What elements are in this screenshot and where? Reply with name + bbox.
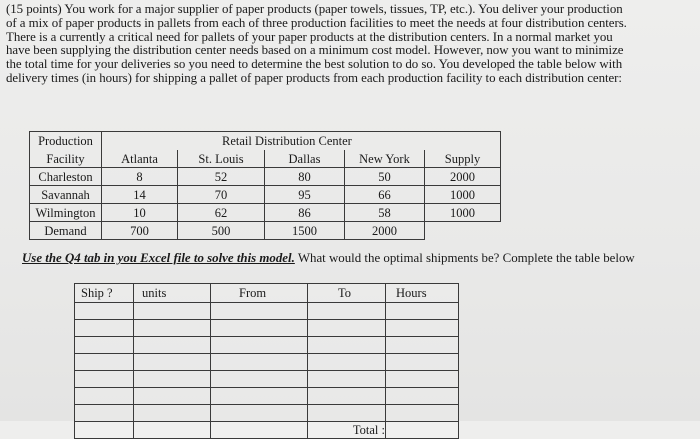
problem-line: the total time for your deliveries so you need to determine the best solution to do so. You developed the table below with [6, 57, 623, 72]
to-cell[interactable] [308, 371, 386, 388]
table-row [30, 132, 501, 150]
table-row [75, 388, 459, 405]
hours-cell[interactable] [386, 405, 459, 422]
units-cell[interactable] [134, 320, 211, 337]
ship-cell[interactable] [75, 337, 134, 354]
units-cell[interactable] [134, 388, 211, 405]
table-row [30, 150, 501, 168]
table-row [30, 204, 501, 222]
demand-cell: 1500 [265, 222, 345, 240]
table-row [75, 284, 459, 303]
table-row [75, 422, 459, 439]
units-cell[interactable] [134, 354, 211, 371]
ship-cell[interactable] [75, 388, 134, 405]
problem-line: (15 points) You work for a major supplier of paper products (paper towels, tissues, TP, etc.). You deliver your production [6, 2, 623, 16]
table-row [30, 222, 501, 240]
table-row [75, 337, 459, 354]
time-cell: 50 [345, 168, 425, 186]
to-cell[interactable] [308, 337, 386, 354]
table-row [75, 405, 459, 422]
facility-header: Production [30, 132, 102, 150]
facility-header: Facility [30, 150, 102, 168]
from-cell[interactable] [211, 303, 308, 320]
time-cell: 95 [265, 186, 345, 204]
center-header: St. Louis [178, 150, 265, 168]
hours-cell[interactable] [386, 303, 459, 320]
facility-name: Savannah [30, 186, 102, 204]
supply-header: Supply [425, 150, 501, 168]
center-header: Dallas [265, 150, 345, 168]
supply-cell: 2000 [425, 168, 501, 186]
ship-cell[interactable] [75, 405, 134, 422]
time-cell: 86 [265, 204, 345, 222]
time-cell: 62 [178, 204, 265, 222]
facility-name: Charleston [30, 168, 102, 186]
time-cell: 66 [345, 186, 425, 204]
ship-cell[interactable] [75, 320, 134, 337]
to-cell[interactable] [308, 405, 386, 422]
from-cell[interactable] [211, 371, 308, 388]
table-row [30, 168, 501, 186]
delivery-times-table [29, 131, 501, 240]
hours-cell[interactable] [386, 371, 459, 388]
problem-line: There is a currently a critical need for pallets of your paper products at the distribution centers. In a normal market you [6, 29, 613, 44]
from-cell[interactable] [211, 354, 308, 371]
problem-line: delivery times (in hours) for shipping a pallet of paper products from each production facility to each distribution center: [6, 70, 622, 85]
ship-cell[interactable] [75, 354, 134, 371]
time-cell: 80 [265, 168, 345, 186]
to-header: To [308, 284, 386, 303]
units-cell[interactable] [134, 337, 211, 354]
time-cell: 10 [102, 204, 178, 222]
to-cell[interactable] [308, 388, 386, 405]
ship-header: Ship ? [75, 284, 134, 303]
units-header: units [134, 284, 211, 303]
table-row [75, 320, 459, 337]
hours-cell[interactable] [386, 388, 459, 405]
group-header: Retail Distribution Center [178, 132, 425, 150]
ship-cell[interactable] [75, 303, 134, 320]
supply-cell: 1000 [425, 186, 501, 204]
total-hours-cell[interactable] [386, 422, 459, 439]
hours-cell[interactable] [386, 320, 459, 337]
hours-cell[interactable] [386, 337, 459, 354]
time-cell: 52 [178, 168, 265, 186]
demand-cell: 500 [178, 222, 265, 240]
to-cell[interactable] [308, 320, 386, 337]
problem-statement [6, 3, 696, 86]
hours-header: Hours [386, 284, 459, 303]
total-label: Total : [308, 422, 386, 439]
from-cell[interactable] [211, 405, 308, 422]
hours-cell[interactable] [386, 354, 459, 371]
problem-line: of a mix of paper products in pallets from each of three production facilities to meet the needs at four distribution centers. [6, 15, 627, 30]
time-cell: 8 [102, 168, 178, 186]
shipment-answer-table [74, 283, 459, 439]
from-cell[interactable] [211, 337, 308, 354]
supply-cell: 1000 [425, 204, 501, 222]
table-row [75, 354, 459, 371]
table-row [30, 186, 501, 204]
demand-label: Demand [30, 222, 102, 240]
units-cell[interactable] [134, 405, 211, 422]
question-text [22, 251, 635, 266]
center-header: New York [345, 150, 425, 168]
demand-cell: 700 [102, 222, 178, 240]
time-cell: 58 [345, 204, 425, 222]
facility-name: Wilmington [30, 204, 102, 222]
center-header: Atlanta [102, 150, 178, 168]
table-row [75, 371, 459, 388]
from-header: From [211, 284, 308, 303]
to-cell[interactable] [308, 303, 386, 320]
time-cell: 14 [102, 186, 178, 204]
to-cell[interactable] [308, 354, 386, 371]
time-cell: 70 [178, 186, 265, 204]
units-cell[interactable] [134, 371, 211, 388]
instruction-underlined: Use the Q4 tab in you Excel file to solve this model. [22, 251, 295, 265]
units-cell[interactable] [134, 303, 211, 320]
question-rest: What would the optimal shipments be? Complete the table below [294, 251, 635, 265]
ship-cell[interactable] [75, 371, 134, 388]
from-cell[interactable] [211, 320, 308, 337]
demand-cell: 2000 [345, 222, 425, 240]
from-cell[interactable] [211, 388, 308, 405]
table-row [75, 303, 459, 320]
problem-line: have been supplying the distribution center needs based on a minimum cost model. However, now you want to minimize [6, 43, 624, 58]
